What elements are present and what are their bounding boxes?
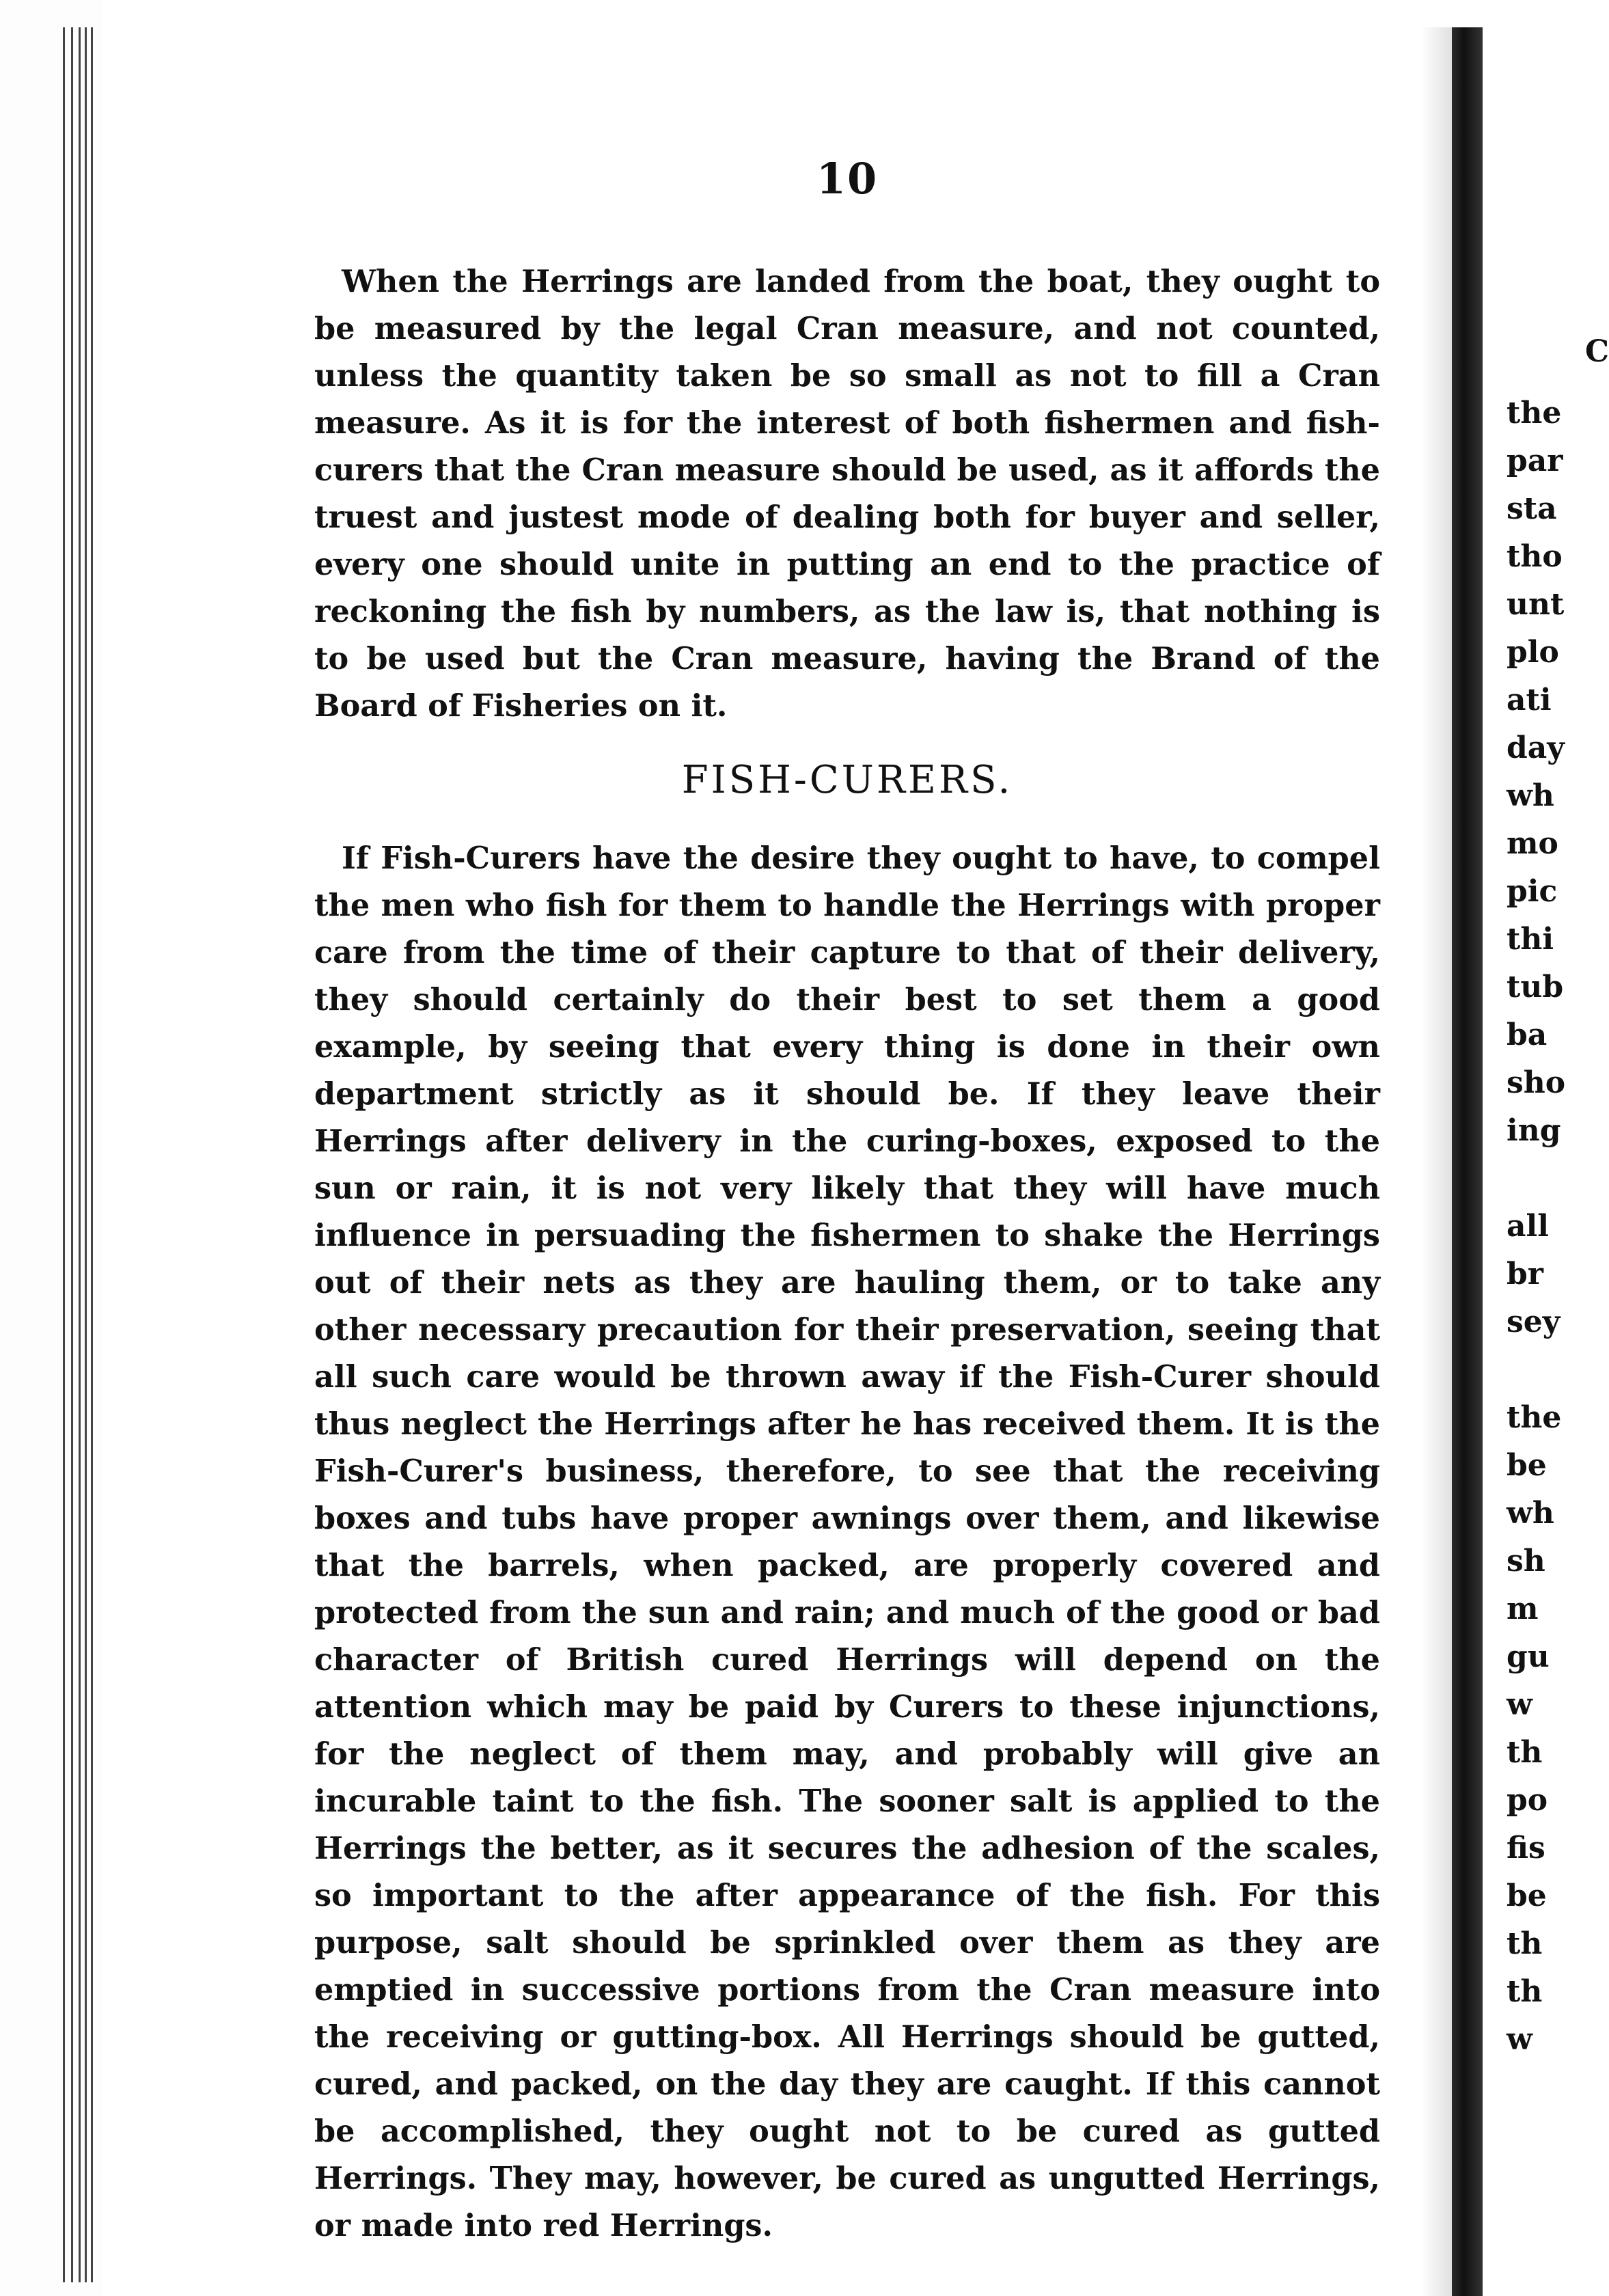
facing-page-word-fragment: tho [1507,539,1563,574]
facing-page-word-fragment: be [1507,1878,1547,1913]
facing-page-word-fragment: C [1585,334,1609,369]
facing-page-word-fragment: be [1507,1448,1547,1483]
facing-page-word-fragment: day [1507,730,1565,765]
facing-page-word-fragment: par [1507,443,1563,478]
facing-page-word-fragment: pic [1507,874,1558,909]
facing-page-word-fragment: ba [1507,1017,1548,1052]
facing-page-word-fragment: sta [1507,491,1557,526]
facing-page-word-fragment: all [1507,1209,1549,1244]
facing-page-word-fragment: th [1507,1735,1543,1770]
adjacent-page-fragment [1489,0,1609,2296]
facing-page-word-fragment: w [1507,2022,1532,2057]
facing-page-word-fragment: ati [1507,683,1552,718]
page-binding-edge [0,0,102,2296]
page-gutter [1452,27,1483,2296]
facing-page-word-fragment: m [1507,1591,1539,1626]
paragraph-cran-measure: When the Herrings are landed from the boat, they ought to be measured by the legal Cran measure, and not counted, unless the quantity taken be so small as not to fill a Cran measure. As it is for the interest of both fishermen and fish-curers that the Cran measure should be used, as it affords the truest and justest mode of dealing both for buyer and seller, every one should unite in putting an end to the practice of reckoning the fish by numbers, as the law is, that nothing is to be used but the Cran measure, having the Brand of the Board of Fisheries on it. [314,264,1380,724]
facing-page-word-fragment: the [1507,396,1562,430]
facing-page-word-fragment: plo [1507,635,1559,670]
facing-page-word-fragment: br [1507,1257,1543,1292]
facing-page-word-fragment: tub [1507,970,1564,1004]
facing-page-word-fragment: th [1507,1974,1543,2009]
facing-page-word-fragment: po [1507,1783,1548,1818]
facing-page-word-fragment: gu [1507,1639,1550,1674]
facing-page-word-fragment: sh [1507,1544,1545,1578]
facing-page-word-fragment: wh [1507,1496,1554,1531]
facing-page-word-fragment: wh [1507,778,1554,813]
facing-page-word-fragment: mo [1507,826,1558,861]
facing-page-word-fragment: ing [1507,1113,1561,1148]
facing-page-word-fragment: unt [1507,587,1565,622]
facing-page-word-fragment: w [1507,1687,1532,1722]
paragraph-fish-curers: If Fish-Curers have the desire they ought to have, to compel the men who fish for them to handle the Herrings with proper care from the time of their capture to that of their delivery, they should certainly do their best to set them a good example, by seeing that every thing is done in their own department strictly as it should be. If they leave their Herrings after delivery in the curing-boxes, exposed to the sun or rain, it is not very likely that they will have much influence in persuading the fishermen to shake the Herrings out of their nets as they are hauling them, or to take any other necessary precaution for their preservation, seeing that all such care would be thrown away if the Fish-Curer should thus neglect the Herrings after he has received them. It is the Fish-Curer's business, therefore, to see that the receiving boxes and tubs have proper awnings over them, and likewise that the barrels, when packed, are properly covered and protected from the sun and rain; and much of the good or bad character of British cured Herrings will depend on the attention which may be paid by Curers to these injunctions, for the neglect of them may, and probably will give an incurable taint to the fish. The sooner salt is applied to the Herrings the better, as it secures the adhesion of the scales, so important to the after appearance of the fish. For this purpose, salt should be sprinkled over them as they are emptied in successive portions from the Cran measure into the receiving or gutting-box. All Herrings should be gutted, cured, and packed, on the day they are caught. If this cannot be accomplished, they ought not to be cured as gutted Herrings. They may, however, be cured as ungutted Herrings, or made into red Herrings. [314,840,1380,2243]
section-heading: FISH-CURERS. [681,758,1013,802]
facing-page-word-fragment: the [1507,1400,1562,1435]
facing-page-word-fragment: sey [1507,1304,1560,1339]
page-number: 10 [816,154,879,204]
page-content [314,154,1380,2250]
facing-page-word-fragment: sho [1507,1065,1566,1100]
facing-page-word-fragment: fis [1507,1831,1545,1866]
facing-page-word-fragment: th [1507,1926,1543,1961]
gutter-shadow [1421,27,1452,2296]
facing-page-word-fragment: thi [1507,922,1554,957]
